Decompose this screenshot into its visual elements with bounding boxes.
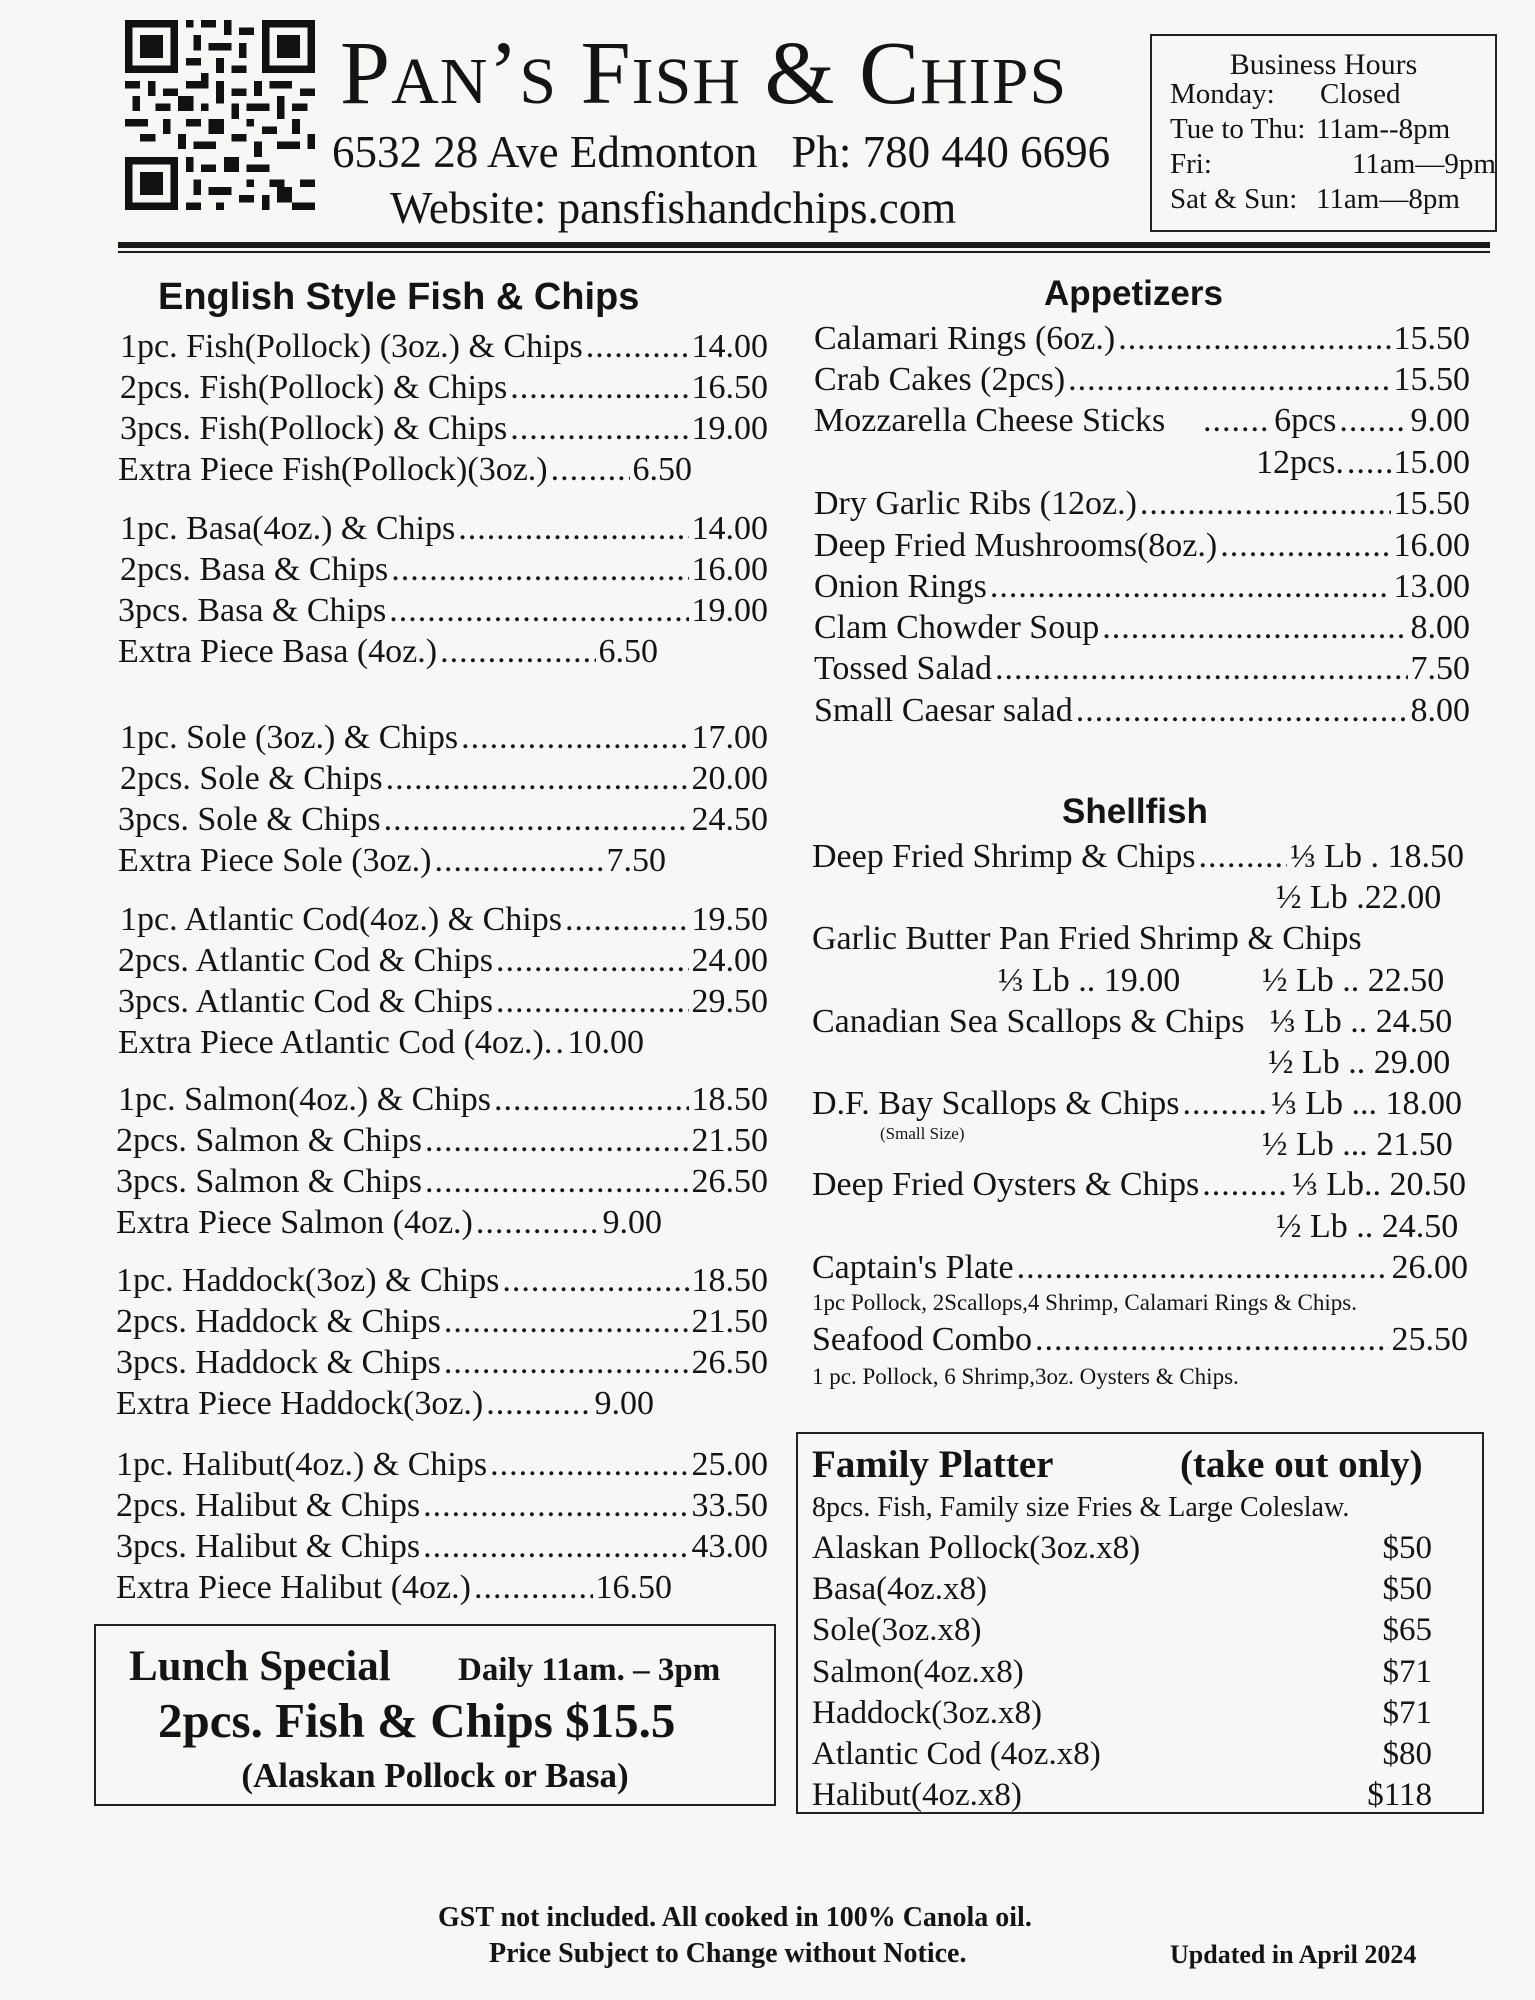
menu-price: ½ Lb .22.00 <box>1276 879 1442 916</box>
menu-item <box>116 1303 768 1341</box>
menu-item-description: 1pc Pollock, 2Scallops,4 Shrimp, Calamari Rings & Chips. <box>812 1290 1357 1315</box>
leader-dots <box>391 551 688 589</box>
menu-item-price: 14.00 <box>691 328 768 365</box>
platter-price: $71 <box>1382 1695 1432 1731</box>
menu-item <box>116 1163 768 1201</box>
appetizers-heading: Appetizers <box>1044 274 1223 313</box>
hours-row <box>1170 113 1451 146</box>
leader-dots <box>434 842 603 880</box>
hours-time: 11am--8pm <box>1316 113 1451 145</box>
menu-item-price: 26.50 <box>691 1163 768 1200</box>
website[interactable]: Website: pansfishandchips.com <box>390 183 957 233</box>
menu-item-price: 17.00 <box>691 719 768 756</box>
leader-dots <box>586 328 689 366</box>
menu-item-name: 1pc. Halibut(4oz.) & Chips <box>116 1446 488 1483</box>
menu-item-name: 1pc. Basa(4oz.) & Chips <box>120 510 456 547</box>
menu-item <box>118 451 692 489</box>
menu-item-name: 2pcs. Sole & Chips <box>120 760 383 797</box>
lunch-special-offer: 2pcs. Fish & Chips $15.5 <box>158 1693 676 1748</box>
menu-item-name: 2pcs. Atlantic Cod & Chips <box>118 942 493 979</box>
take-out-note: (take out only) <box>1180 1443 1423 1486</box>
menu-item-name: 2pcs. Salmon & Chips <box>116 1122 423 1159</box>
leader-dots <box>389 592 688 630</box>
platter-row <box>812 1654 1432 1691</box>
address: 6532 28 Ave Edmonton <box>332 127 758 177</box>
restaurant-title: PAN’S FISH & CHIPS <box>340 24 1068 123</box>
leader-dots <box>494 1081 688 1119</box>
menu-item-price: 16.50 <box>691 369 768 406</box>
menu-item-price: 9.00 <box>602 1204 662 1241</box>
menu-item <box>116 1569 672 1607</box>
menu-item <box>120 328 768 366</box>
platter-row <box>812 1736 1432 1773</box>
menu-item <box>116 1385 654 1423</box>
menu-item: Deep Fried Mushrooms(8oz.) ..... 16.00 <box>814 527 1470 565</box>
hours-time: Closed <box>1320 78 1401 110</box>
menu-item-price: 9.00 <box>594 1385 654 1422</box>
menu-item-description: 1 pc. Pollock, 6 Shrimp,3oz. Oysters & Chips. <box>812 1364 1239 1389</box>
lunch-special-options: (Alaskan Pollock or Basa) <box>241 1756 629 1795</box>
menu-item <box>118 1081 768 1119</box>
hours-title: Business Hours <box>1229 48 1418 81</box>
menu-item-name: 3pcs. Atlantic Cod & Chips <box>118 983 493 1020</box>
menu-item <box>120 510 768 548</box>
family-platter-heading: Family Platter <box>812 1443 1054 1486</box>
menu-item-name: 2pcs. Basa & Chips <box>120 551 389 588</box>
menu-item-price: 24.00 <box>691 942 768 979</box>
menu-item-name: 1pc. Atlantic Cod(4oz.) & Chips <box>120 901 562 938</box>
menu-item-name: 3pcs. Fish(Pollock) & Chips <box>120 410 508 447</box>
menu-note: (Small Size) <box>880 1124 965 1143</box>
hours-day: Sat & Sun: <box>1170 183 1298 215</box>
family-platter-description: 8pcs. Fish, Family size Fries & Large Coleslaw. <box>812 1492 1350 1523</box>
menu-item-price: 18.50 <box>691 1081 768 1118</box>
menu-item <box>120 410 768 448</box>
platter-price: $65 <box>1382 1612 1432 1648</box>
platter-name: Halibut(4oz.x8) <box>812 1777 1022 1813</box>
hours-time: 11am—8pm <box>1316 183 1460 215</box>
leader-dots <box>461 719 688 757</box>
menu-item-name: Extra Piece Sole (3oz.) <box>118 842 432 879</box>
platter-price: $50 <box>1382 1530 1432 1566</box>
phone[interactable]: Ph: 780 440 6696 <box>791 127 1111 177</box>
hours-row <box>1170 148 1496 181</box>
hours-day: Tue to Thu: <box>1170 113 1306 145</box>
english-style-heading: English Style Fish & Chips <box>158 276 640 318</box>
menu-item-price: 21.50 <box>691 1122 768 1159</box>
menu-item-price: 7.50 <box>606 842 666 879</box>
address-line <box>332 126 1110 178</box>
lunch-special-time: Daily 11am. – 3pm <box>458 1652 721 1688</box>
leader-dots <box>510 369 688 407</box>
platter-row <box>812 1777 1432 1814</box>
platter-name: Atlantic Cod (4oz.x8) <box>812 1736 1101 1772</box>
leader-dots <box>551 451 630 489</box>
platter-price: $50 <box>1382 1571 1432 1607</box>
business-hours-box <box>1150 34 1497 232</box>
menu-item-name: 1pc. Salmon(4oz.) & Chips <box>118 1081 492 1118</box>
leader-dots <box>474 1569 593 1607</box>
menu-item <box>118 801 768 839</box>
menu-item-price: 14.00 <box>691 510 768 547</box>
menu-item <box>116 1122 768 1160</box>
hours-day: Monday: <box>1170 78 1275 110</box>
menu-item: Dry Garlic Ribs (12oz.) ..... 15.50 <box>814 485 1470 523</box>
leader-dots <box>440 633 595 671</box>
menu-item: Tossed Salad ..... 7.50 <box>814 650 1470 688</box>
qr-code-icon[interactable] <box>125 20 315 210</box>
menu-item <box>120 369 768 407</box>
menu-item <box>120 551 768 589</box>
menu-item-name: Extra Piece Haddock(3oz.) <box>116 1385 484 1422</box>
menu-item <box>116 1344 768 1382</box>
menu-item <box>118 842 666 880</box>
leader-dots <box>555 1024 564 1062</box>
leader-dots <box>384 801 689 839</box>
platter-row <box>812 1530 1432 1567</box>
menu-item-price: 33.50 <box>691 1487 768 1524</box>
hours-day: Fri: <box>1170 148 1212 180</box>
menu-price: ⅓ Lb .. 19.00 <box>998 962 1181 999</box>
menu-item: Calamari Rings (6oz.) ..... 15.50 <box>814 320 1470 358</box>
menu-price: ½ Lb .. 22.50 <box>1262 962 1445 999</box>
menu-item-price: 20.00 <box>691 760 768 797</box>
hours-row <box>1170 183 1460 216</box>
leader-dots <box>423 1487 688 1525</box>
leader-dots <box>476 1204 600 1242</box>
menu-item: Deep Fried Shrimp & Chips ..... ⅓ Lb . 18.50 <box>812 838 1464 876</box>
hours-time: 11am—9pm <box>1352 148 1496 180</box>
menu-item <box>120 719 768 757</box>
leader-dots <box>425 1122 688 1160</box>
platter-row <box>812 1571 1432 1608</box>
platter-name: Haddock(3oz.x8) <box>812 1695 1043 1731</box>
header-divider <box>118 251 1490 253</box>
platter-name: Basa(4oz.x8) <box>812 1571 988 1607</box>
menu-item: ..... 6pcs ..... 9.00 <box>1200 402 1470 440</box>
menu-item-price: 6.50 <box>598 633 658 670</box>
menu-item-name: Mozzarella Cheese Sticks <box>814 402 1166 439</box>
platter-row <box>812 1612 1432 1649</box>
leader-dots <box>490 1446 688 1484</box>
menu-item-price: 19.00 <box>691 592 768 629</box>
menu-item-name: 1pc. Sole (3oz.) & Chips <box>120 719 459 756</box>
menu-item-name: 3pcs. Salmon & Chips <box>116 1163 423 1200</box>
menu-item-price: 21.50 <box>691 1303 768 1340</box>
menu-item <box>116 1262 768 1300</box>
menu-item-price: 16.50 <box>595 1569 672 1606</box>
header-divider <box>118 242 1490 248</box>
footer-note: Price Subject to Change without Notice. <box>489 1938 967 1969</box>
menu-item-price: 16.00 <box>691 551 768 588</box>
menu-item <box>120 760 768 798</box>
shellfish-heading: Shellfish <box>1062 792 1208 831</box>
menu-price: ⅓ Lb .. 24.50 <box>1270 1003 1453 1040</box>
menu-item-name: 3pcs. Basa & Chips <box>118 592 387 629</box>
leader-dots <box>486 1385 591 1423</box>
menu-item-price: 10.00 <box>567 1024 644 1061</box>
menu-item <box>116 1528 768 1566</box>
menu-item <box>116 1487 768 1525</box>
menu-item-name: Extra Piece Fish(Pollock)(3oz.) <box>118 451 548 488</box>
leader-dots <box>502 1262 688 1300</box>
menu-item-name: 3pcs. Sole & Chips <box>118 801 381 838</box>
platter-row <box>812 1695 1432 1732</box>
menu-item-price: 43.00 <box>691 1528 768 1565</box>
menu-item <box>118 983 768 1021</box>
hours-row <box>1170 78 1401 111</box>
menu-item: Deep Fried Oysters & Chips ..... ⅓ Lb.. 20.50 <box>812 1166 1466 1204</box>
leader-dots <box>565 901 689 939</box>
menu-price: ½ Lb .. 24.50 <box>1276 1208 1459 1245</box>
menu-item-price: 19.50 <box>691 901 768 938</box>
menu-item-name: 2pcs. Haddock & Chips <box>116 1303 441 1340</box>
menu-item-price: 24.50 <box>691 801 768 838</box>
updated-date: Updated in April 2024 <box>1170 1940 1417 1969</box>
leader-dots <box>458 510 688 548</box>
menu-item-name: Extra Piece Atlantic Cod (4oz.). <box>118 1024 553 1061</box>
leader-dots <box>386 760 689 798</box>
menu-item-name: 3pcs. Haddock & Chips <box>116 1344 441 1381</box>
menu-item: Crab Cakes (2pcs) ..... 15.50 <box>814 361 1470 399</box>
menu-item-price: 19.00 <box>691 410 768 447</box>
menu-item-name: 3pcs. Halibut & Chips <box>116 1528 421 1565</box>
leader-dots <box>423 1528 688 1566</box>
menu-item-name: Extra Piece Salmon (4oz.) <box>116 1204 473 1241</box>
menu-item: Clam Chowder Soup ..... 8.00 <box>814 609 1470 647</box>
menu-item-name: 1pc. Fish(Pollock) (3oz.) & Chips <box>120 328 583 365</box>
menu-item <box>118 942 768 980</box>
leader-dots <box>425 1163 688 1201</box>
menu-item-price: 6.50 <box>632 451 692 488</box>
menu-item-name: Extra Piece Basa (4oz.) <box>118 633 438 670</box>
menu-item <box>118 1024 644 1062</box>
menu-item-name: Canadian Sea Scallops & Chips <box>812 1003 1245 1040</box>
platter-name: Salmon(4oz.x8) <box>812 1654 1024 1690</box>
family-platter-box <box>796 1432 1484 1814</box>
menu-item: 12pcs. ..... 15.00 <box>1256 444 1470 482</box>
platter-price: $118 <box>1367 1777 1432 1813</box>
leader-dots <box>510 410 688 448</box>
menu-item <box>116 1446 768 1484</box>
footer-note: GST not included. All cooked in 100% Canola oil. <box>438 1902 1032 1933</box>
lunch-special-box <box>94 1624 776 1806</box>
platter-price: $71 <box>1382 1654 1432 1690</box>
leader-dots <box>496 942 689 980</box>
platter-price: $80 <box>1382 1736 1432 1772</box>
menu-item-price: 26.50 <box>691 1344 768 1381</box>
menu-item: D.F. Bay Scallops & Chips ..... ⅓ Lb ... 18.00 <box>812 1085 1462 1123</box>
menu-item-name: 2pcs. Fish(Pollock) & Chips <box>120 369 508 406</box>
menu-item: Onion Rings ..... 13.00 <box>814 568 1470 606</box>
lunch-special-heading: Lunch Special <box>129 1643 391 1690</box>
menu-item-name: 2pcs. Halibut & Chips <box>116 1487 421 1524</box>
menu-item: Seafood Combo ..... 25.50 <box>812 1321 1468 1359</box>
menu-item <box>120 901 768 939</box>
menu-item <box>118 633 658 671</box>
menu-price: ½ Lb .. 29.00 <box>1268 1044 1451 1081</box>
menu-price: ½ Lb ... 21.50 <box>1262 1126 1453 1163</box>
menu-item-price: 29.50 <box>691 983 768 1020</box>
menu-item <box>118 592 768 630</box>
menu-item <box>116 1204 662 1242</box>
menu-item-name: Garlic Butter Pan Fried Shrimp & Chips <box>812 920 1362 957</box>
leader-dots <box>444 1344 689 1382</box>
platter-name: Alaskan Pollock(3oz.x8) <box>812 1530 1141 1566</box>
leader-dots <box>444 1303 689 1341</box>
menu-item-name: 1pc. Haddock(3oz) & Chips <box>116 1262 500 1299</box>
menu-item-name: Extra Piece Halibut (4oz.) <box>116 1569 471 1606</box>
platter-name: Sole(3oz.x8) <box>812 1612 982 1648</box>
menu-item-price: 25.00 <box>691 1446 768 1483</box>
menu-item: Small Caesar salad ..... 8.00 <box>814 692 1470 730</box>
leader-dots <box>496 983 689 1021</box>
menu-item-price: 18.50 <box>691 1262 768 1299</box>
menu-item: Captain's Plate ..... 26.00 <box>812 1249 1468 1287</box>
